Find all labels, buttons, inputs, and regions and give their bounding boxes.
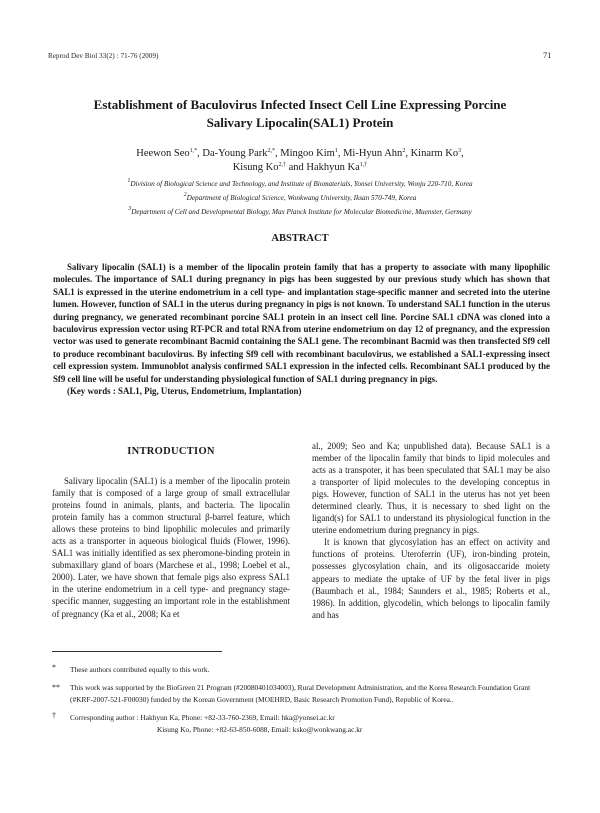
footnote-funding (52, 682, 552, 706)
footnote-divider (52, 651, 222, 652)
affiliation-text: Department of Cell and Developmental Biology, Max Planck Institute for Molecular Biomedicine, Muenster, Germany (131, 208, 472, 216)
introduction-heading: INTRODUCTION (127, 446, 215, 457)
introduction-right-column (312, 440, 550, 621)
author-sup: 1,* (189, 148, 198, 154)
affiliation-3 (40, 206, 560, 218)
author-sup: 1,† (359, 162, 368, 168)
footnote-text: This work was supported by the BioGreen 21 Program (#20080401034003), Rural Development Administration, and the Korea Research Foundation Grant (#KRF-2007-521-F00030) funded by the Korean Government (MOEHRD, Basic Research Promotion Fund), Republic of Korea.. (70, 683, 531, 704)
footnote-mark: ** (52, 683, 60, 692)
footnote-text: Corresponding author : Hakhyun Ka, Phone: +82-33-760-2369, Email: hka@yonsei.ac.kr (70, 713, 335, 722)
author-name: , Kinarm Ko (405, 148, 459, 159)
abstract-heading: ABSTRACT (271, 233, 329, 244)
paper-title (40, 96, 560, 132)
author-name: , Mingoo Kim (275, 148, 335, 159)
affiliation-text: Department of Biological Science, Wonkwang University, Iksan 570-749, Korea (186, 194, 417, 202)
author-sup: 1 (334, 148, 338, 154)
author-sup: 2 (402, 148, 406, 154)
author-name: and Hakhyun Ka (286, 162, 360, 173)
intro-paragraph: Salivary lipocalin (SAL1) is a member of the lipocalin protein family that is composed of a large group of small extracellular proteins found in animals, plants, and bacteria. The lipocalin protein family has a common structural β-barrel feature, which allows these proteins to bind lipophilic molecules and primarily acts as a transporter in aqueous biological fluids (Flower, 1996). SAL1 was initially identified as sex pheromone-binding protein in submaxillary gland of boars (Marchese et al., 1998; Loebel et al., 2000). Later, we have shown that female pigs also express SAL1 in the uterine endometrium in a cell type- and pregnancy stage-specific manner, suggesting an important role in the establishment of pregnancy (Ka et al., 2008; Ka et (52, 476, 290, 619)
title-line-1: Establishment of Baculovirus Infected Insect Cell Line Expressing Porcine (93, 97, 507, 112)
abstract-body (53, 261, 550, 397)
author-name: , Mi-Hyun Ahn (337, 148, 403, 159)
footnote-corresponding-author (52, 712, 552, 736)
footnote-mark: * (52, 663, 56, 672)
introduction-left-column (52, 475, 290, 620)
affiliation-sup: 3 (128, 206, 132, 212)
affiliation-text: Division of Biological Science and Technology, and Institute of Biomaterials, Yonsei University, Wonju 220-710, Korea (130, 180, 473, 188)
author-sup: 2,* (267, 148, 276, 154)
affiliation-1 (40, 178, 560, 190)
affiliation-sup: 1 (127, 178, 131, 184)
footnote-text: These authors contributed equally to this work. (70, 665, 210, 674)
footnote-mark: † (52, 711, 56, 720)
title-line-2: Salivary Lipocalin(SAL1) Protein (206, 115, 394, 130)
journal-citation: Reprod Dev Biol 33(2) : 71-76 (2009) (48, 52, 159, 60)
affiliation-sup: 2 (183, 192, 187, 198)
author-sup: 3 (458, 148, 462, 154)
abstract-text: Salivary lipocalin (SAL1) is a member of the lipocalin protein family that has a property to associate with many lipophilic molecules. The importance of SAL1 during pregnancy in pigs has been suggested by our previous study which has shown that SAL1 is expressed in the uterine endometrium in a cell type- and implantation stage-specific manner and secreted into the uterine lumen. However, function of SAL1 in the uterus during pregnancy in pigs is not known. To understand SAL1 function in the uterus during pregnancy, we generated recombinant porcine SAL1 protein in an insect cell line. Porcine SAL1 cDNA was cloned into a baculovirus expression vector using RT-PCR and total RNA from uterine endometrium on day 12 of pregnancy, and the expression vector was used to generate recombinant Bacmid containing the SAL1 gene. The recombinant Bacmid was then transfected Sf9 cell to produce recombinant baculovirus. By infecting Sf9 cell with recombinant baculovirus, we established a SAL1-expressing insect cell expression system. Immunoblot analysis confirmed SAL1 expression in the infected cells. Recombinant SAL1 produced by the Sf9 cell line will be useful for understanding physiological function of SAL1 during pregnancy in pigs. (53, 262, 550, 384)
author-line-2 (100, 161, 500, 175)
affiliation-2 (40, 192, 560, 204)
author-name: , (461, 148, 464, 159)
intro-paragraph: It is known that glycosylation has an effect on activity and functions of proteins. Uteroferrin (UF), iron-binding protein, possesses glycosylation chain, and its oligosaccaride moiety appears to mediate the uptake of UF by the fetal liver in pigs (Baumbach et al., 1984; Saunders et al., 1985; Roberts et al., 1986). In addition, glycodelin, which belongs to lipocalin family and has (312, 537, 550, 620)
intro-paragraph: al., 2009; Seo and Ka; unpublished data). Because SAL1 is a member of the lipocalin family that binds to lipid molecules and acts as a transpoter, it has been speculated that SAL1 may be also a transporter of lipid molecules to the developing conceptus in pigs. However, function of SAL1 in the uterus has not yet been determined clearly. Thus, it is necessary to shed light on the ligand(s) for SAL1 to understand its physiological function in the uterine endometrium during pregnancy in pigs. (312, 441, 550, 536)
author-line-1 (100, 147, 500, 161)
author-name: Kisung Ko (232, 162, 279, 173)
author-sup: 2,† (278, 162, 286, 168)
author-name: Heewon Seo (136, 148, 190, 159)
author-list (100, 147, 500, 175)
footnote-text-second-author: Kisung Ko, Phone: +82-63-850-6088, Email: ksko@wonkwang.ac.kr (157, 725, 363, 734)
page-number: 71 (543, 50, 552, 60)
footnote-equal-contribution (52, 664, 552, 676)
author-name: , Da-Young Park (197, 148, 268, 159)
abstract-keywords: (Key words : SAL1, Pig, Uterus, Endometrium, Implantation) (67, 386, 302, 397)
footnotes (52, 664, 552, 742)
